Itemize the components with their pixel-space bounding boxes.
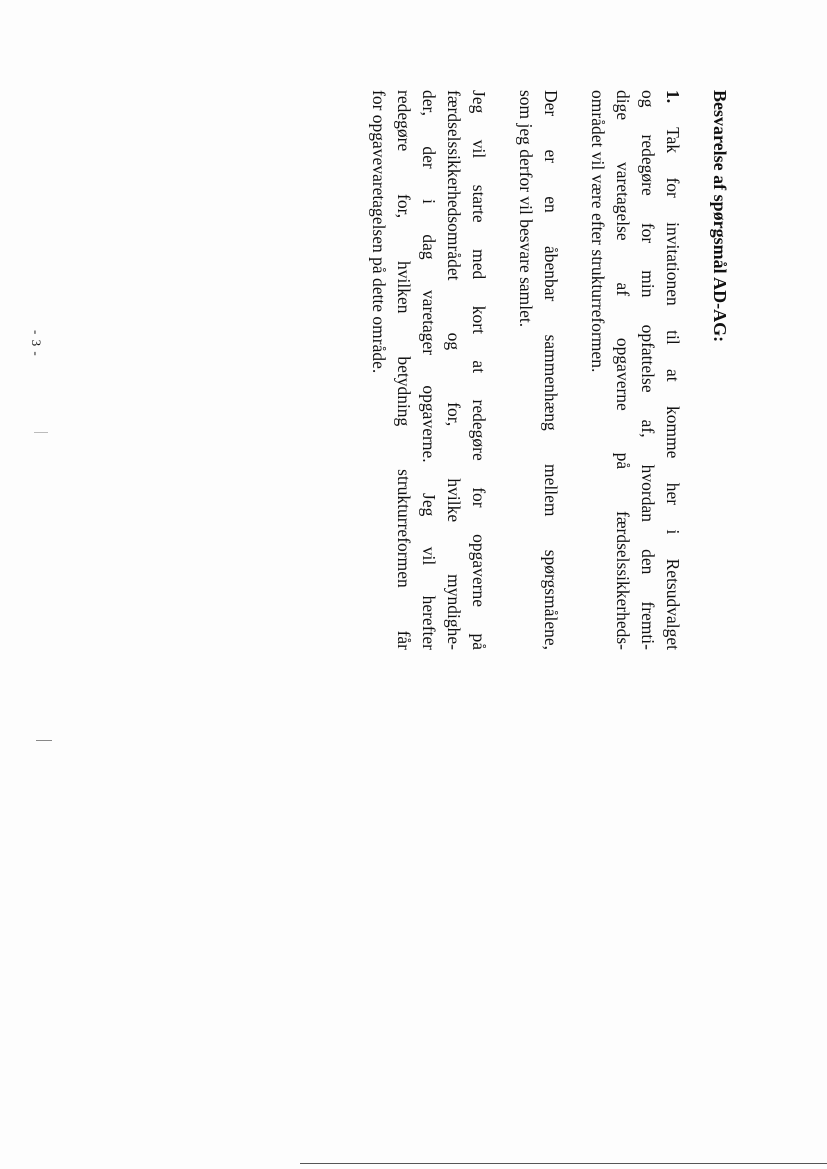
paragraph-1 (585, 90, 685, 650)
paragraph-line: området vil være efter strukturreformen. (588, 90, 608, 373)
paragraph-line-text: Tak for invitationen til at komme her i Retsudvalget (663, 127, 683, 650)
paragraph-line (660, 90, 685, 650)
document-heading: Besvarelse af spørgsmål AD-AG: (710, 90, 730, 343)
paragraph-line: færdselssikkerhedsområdet og for, hvilke myndighe- (444, 90, 464, 650)
paragraph-3 (366, 90, 491, 650)
paragraph-line: der, der i dag varetager opgaverne. Jeg vil herefter (419, 90, 439, 650)
paragraph-line: dige varetagelse af opgaverne på færdselssikkerheds- (613, 90, 633, 650)
paragraph-number: 1. (663, 90, 683, 104)
scan-mark (36, 740, 52, 741)
paragraph-2 (513, 90, 563, 650)
scan-mark (34, 432, 48, 433)
page-number: - 3 - (29, 330, 44, 357)
paragraph-line: Der er en åbenbar sammenhæng mellem spørgsmålene, (541, 90, 561, 650)
paragraph-line: for opgavevaretagelsen på dette område. (369, 90, 389, 374)
paragraph-line: redegøre for, hvilken betydning strukturreformen får (394, 90, 414, 650)
paragraph-line: Jeg vil starte med kort at redegøre for opgaverne på (469, 90, 489, 650)
paragraph-line: som jeg derfor vil besvare samlet. (516, 90, 536, 328)
paragraph-line: og redegøre for min opfattelse af, hvordan den fremti- (638, 90, 658, 650)
rotated-text-block (344, 90, 732, 650)
page-bottom-rule (300, 1163, 827, 1164)
